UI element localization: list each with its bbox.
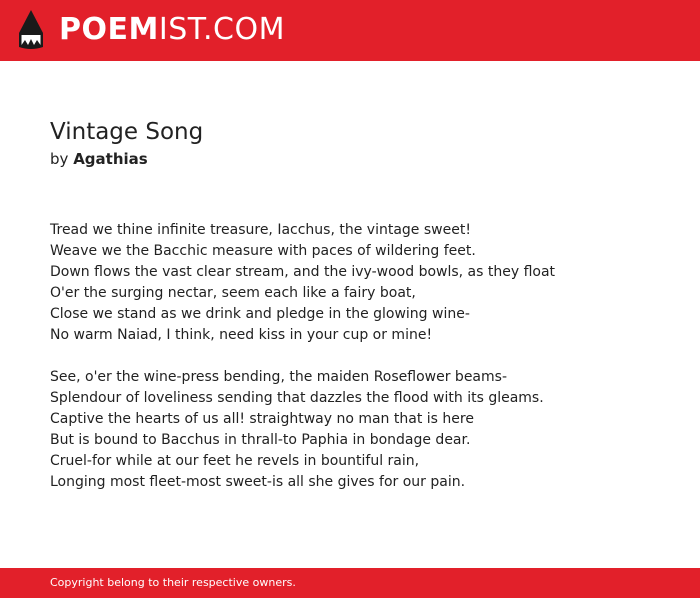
poem-line: No warm Naiad, I think, need kiss in your cup or mine! xyxy=(50,327,433,343)
poem-content xyxy=(50,116,670,514)
poem-title: Vintage Song xyxy=(50,119,204,145)
copyright-text: Copyright belong to their respective owners. xyxy=(50,576,296,589)
poem-line: Close we stand as we drink and pledge in the glowing wine- xyxy=(50,306,470,322)
pencil-tip-icon xyxy=(16,9,46,51)
poem-line: Weave we the Bacchic measure with paces of wildering feet. xyxy=(50,243,476,259)
site-header xyxy=(0,0,700,61)
home-logo-link[interactable] xyxy=(16,9,285,51)
poem-line: O'er the surging nectar, seem each like a fairy boat, xyxy=(50,285,416,301)
poem-author[interactable]: Agathias xyxy=(73,150,148,168)
poem-line: But is bound to Bacchus in thrall-to Paphia in bondage dear. xyxy=(50,432,471,448)
site-footer xyxy=(0,568,700,598)
poem-line: Captive the hearts of us all! straightway no man that is here xyxy=(50,411,474,427)
stanza xyxy=(50,220,670,346)
poem-line: Tread we thine infinite treasure, Iacchus, the vintage sweet! xyxy=(50,222,471,238)
poem-body xyxy=(50,220,670,493)
brand-light-text: IST.COM xyxy=(158,12,285,47)
by-label: by xyxy=(50,150,69,168)
poem-line: Splendour of loveliness sending that dazzles the flood with its gleams. xyxy=(50,390,544,406)
stanza xyxy=(50,367,670,493)
brand-bold-text: POEM xyxy=(59,12,159,47)
poem-line: See, o'er the wine-press bending, the maiden Roseflower beams- xyxy=(50,369,507,385)
poem-line: Cruel-for while at our feet he revels in bountiful rain, xyxy=(50,453,420,469)
poem-line: Down flows the vast clear stream, and the ivy-wood bowls, as they float xyxy=(50,264,556,280)
poem-byline xyxy=(50,148,670,170)
site-brand xyxy=(59,9,285,51)
poem-line: Longing most fleet-most sweet-is all she gives for our pain. xyxy=(50,474,466,490)
